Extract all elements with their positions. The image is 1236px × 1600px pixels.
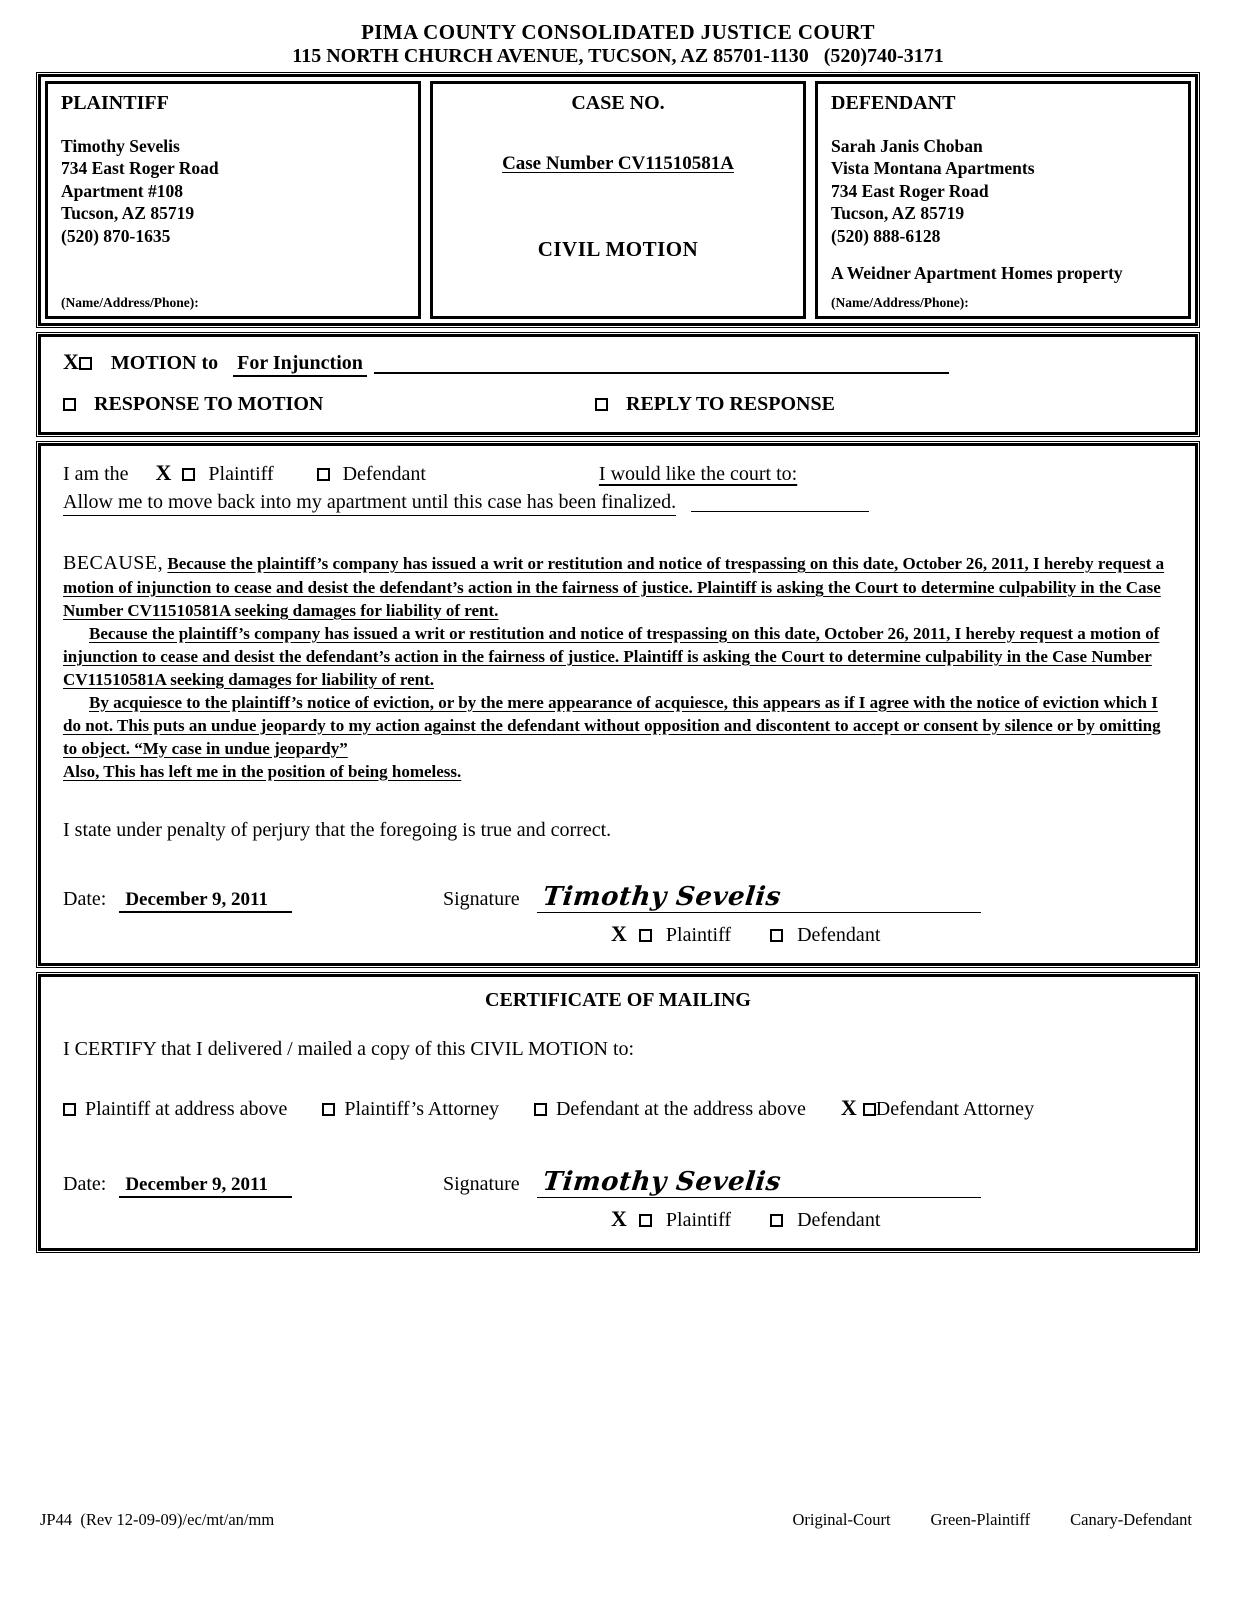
plaintiff-name: Timothy Sevelis	[61, 136, 180, 156]
form-footer	[40, 1510, 1192, 1530]
parties-section	[38, 74, 1198, 326]
plaintiff-address-line3: Tucson, AZ 85719	[61, 203, 195, 224]
mail-plaintiff-attorney-option	[322, 1098, 499, 1120]
defendant-box	[815, 81, 1191, 319]
motion-body-section	[38, 443, 1198, 966]
certificate-signature-value: Timothy Sevelis	[541, 1166, 783, 1197]
motion-to-label: MOTION to	[110, 352, 219, 374]
copy-distribution-list	[792, 1510, 1192, 1530]
certificate-signer-plaintiff-label: Plaintiff	[665, 1208, 732, 1231]
because-paragraph-3	[63, 692, 1173, 761]
signer-plaintiff-checkbox[interactable]	[639, 929, 652, 942]
defendant-title: DEFENDANT	[831, 92, 956, 114]
certificate-title: CERTIFICATE OF MAILING	[485, 989, 751, 1012]
certificate-signer-defendant-checkbox[interactable]	[770, 1214, 783, 1227]
because-paragraph-1	[63, 550, 1173, 623]
mail-defendant-attorney-option	[840, 1095, 1035, 1121]
plaintiff-title: PLAINTIFF	[61, 92, 169, 114]
plaintiff-phone: (520) 870-1635	[61, 225, 171, 246]
defendant-address-line1: 734 East Roger Road	[831, 180, 989, 201]
date-value[interactable]: December 9, 2011	[119, 889, 292, 913]
case-box	[430, 81, 806, 319]
case-number: Case Number CV11510581A	[502, 153, 734, 174]
defendant-option-label: Defendant	[342, 463, 426, 485]
request-blank-line[interactable]	[691, 507, 869, 512]
certify-statement: I CERTIFY that I delivered / mailed a copy of this CIVIL MOTION to:	[63, 1038, 635, 1061]
certificate-signature-line[interactable]	[537, 1167, 981, 1198]
i-am-the-label: I am the	[63, 463, 129, 485]
case-no-title: CASE NO.	[571, 92, 665, 114]
plaintiff-address-line1: 734 East Roger Road	[61, 158, 219, 179]
court-header	[38, 20, 1198, 68]
plaintiff-address-line2: Apartment #108	[61, 180, 183, 201]
court-request-prompt: I would like the court to:	[598, 463, 798, 485]
signer-defendant-label: Defendant	[797, 924, 881, 947]
copy-original-court: Original-Court	[792, 1510, 891, 1529]
motion-to-blank-line[interactable]	[374, 367, 949, 374]
because-paragraph-4	[63, 761, 1173, 784]
body-signer-role-row	[63, 921, 1173, 947]
signature-label: Signature	[442, 888, 520, 911]
mail-plaintiff-checkbox[interactable]	[63, 1103, 76, 1116]
mail-plaintiff-option	[63, 1098, 287, 1120]
plaintiff-address-block	[61, 135, 405, 247]
defendant-address-block	[831, 135, 1175, 247]
mail-plaintiff-attorney-label: Plaintiff’s Attorney	[344, 1098, 499, 1121]
certificate-signature-label: Signature	[442, 1172, 520, 1195]
motion-checkbox[interactable]	[79, 357, 92, 370]
certificate-of-mailing-section	[38, 974, 1198, 1250]
motion-type-section	[38, 334, 1198, 435]
plaintiff-box	[45, 81, 421, 319]
certificate-date-signature-row	[63, 1167, 1173, 1198]
motion-options-row	[63, 393, 1173, 416]
request-text[interactable]: Allow me to move back into my apartment until this case has been finalized.	[63, 491, 676, 516]
defendant-footnote: (Name/Address/Phone):	[831, 295, 969, 310]
mail-plaintiff-attorney-checkbox[interactable]	[322, 1103, 335, 1116]
mail-defendant-attorney-x-mark: X	[840, 1095, 857, 1121]
reply-to-response-checkbox[interactable]	[595, 398, 608, 411]
motion-to-value[interactable]: For Injunction	[233, 352, 367, 377]
perjury-statement: I state under penalty of perjury that the foregoing is true and correct.	[63, 819, 612, 842]
plaintiff-option-label: Plaintiff	[208, 463, 274, 485]
mail-defendant-attorney-checkbox[interactable]	[863, 1103, 876, 1116]
because-text-1: Because the plaintiff’s company has issued a writ or restitution and notice of trespassing on this date, October 26, 2011, I hereby request a motion of injunction to cease and desist the defendant’s action in the fairness of justice. Plaintiff is asking the Court to determine culpability in the Case Number CV11510581A seeking damages for liability of rent.	[63, 554, 1165, 620]
mailing-options-row	[63, 1089, 1068, 1126]
mail-plaintiff-label: Plaintiff at address above	[85, 1098, 288, 1121]
reply-to-response-label: REPLY TO RESPONSE	[626, 393, 835, 415]
signer-defendant-checkbox[interactable]	[770, 929, 783, 942]
because-text-2: Because the plaintiff’s company has issued a writ or restitution and notice of trespassing on this date, October 26, 2011, I hereby request a motion of injunction to cease and desist the defendant’s action in the fairness of justice. Plaintiff is asking the Court to determine culpability in the Case Number CV11510581A seeking damages for liability of rent.	[63, 623, 1160, 689]
motion-x-mark: X	[63, 349, 79, 374]
because-label: BECAUSE,	[63, 552, 164, 574]
defendant-company: Vista Montana Apartments	[831, 158, 1035, 179]
mail-defendant-option	[534, 1098, 806, 1120]
signer-plaintiff-label: Plaintiff	[665, 924, 732, 947]
reply-to-response-option	[595, 393, 835, 416]
copy-green-plaintiff: Green-Plaintiff	[930, 1510, 1031, 1529]
mail-defendant-attorney-label: Defendant Attorney	[875, 1098, 1035, 1121]
plaintiff-footnote: (Name/Address/Phone):	[61, 295, 199, 310]
certificate-signer-plaintiff-checkbox[interactable]	[639, 1214, 652, 1227]
because-text-3: By acquiesce to the plaintiff’s notice of eviction, or by the mere appearance of acquiesce, this appears as if I agree with the notice of eviction which I do not. This puts an undue jeopardy to my action against the defendant without opposition and discontent to accept or consent by silence or by omitting to object. “My case in undue jeopardy”	[63, 692, 1161, 758]
certificate-signer-role-row	[63, 1206, 1173, 1232]
signer-plaintiff-x-mark: X	[611, 921, 627, 947]
response-to-motion-checkbox[interactable]	[63, 398, 76, 411]
signature-value: Timothy Sevelis	[541, 882, 783, 913]
because-text-4: Also, This has left me in the position of being homeless.	[63, 761, 462, 781]
document-type: CIVIL MOTION	[537, 237, 699, 261]
plaintiff-x-mark: X	[155, 460, 172, 485]
plaintiff-checkbox[interactable]	[182, 468, 195, 481]
mail-defendant-label: Defendant at the address above	[555, 1098, 806, 1121]
defendant-phone: (520) 888-6128	[831, 225, 941, 246]
body-date-signature-row	[63, 882, 1173, 913]
certificate-date-label: Date:	[63, 1172, 107, 1195]
i-am-the-row	[63, 460, 1173, 486]
court-address: 115 NORTH CHURCH AVENUE, TUCSON, AZ 85701-1130 (520)740-3171	[292, 45, 944, 67]
form-code: JP44 (Rev 12-09-09)/ec/mt/an/mm	[40, 1510, 275, 1529]
response-to-motion-label: RESPONSE TO MOTION	[94, 393, 324, 415]
defendant-property-note: A Weidner Apartment Homes property	[831, 262, 1123, 283]
response-to-motion-option	[63, 393, 595, 416]
defendant-checkbox[interactable]	[317, 468, 330, 481]
court-name: PIMA COUNTY CONSOLIDATED JUSTICE COURT	[361, 20, 875, 44]
certificate-signer-plaintiff-x-mark: X	[611, 1205, 627, 1231]
copy-canary-defendant: Canary-Defendant	[1070, 1510, 1192, 1529]
mail-defendant-checkbox[interactable]	[534, 1103, 547, 1116]
motion-checkbox-row	[63, 349, 1173, 375]
defendant-name: Sarah Janis Choban	[831, 136, 983, 156]
certificate-date-value[interactable]: December 9, 2011	[119, 1174, 292, 1198]
defendant-address-line2: Tucson, AZ 85719	[831, 203, 965, 224]
because-block	[63, 550, 1173, 783]
date-label: Date:	[63, 888, 107, 911]
certificate-signer-defendant-label: Defendant	[797, 1208, 881, 1231]
request-line-row	[63, 491, 1173, 514]
signature-line[interactable]	[537, 882, 981, 913]
because-paragraph-2	[63, 623, 1173, 692]
